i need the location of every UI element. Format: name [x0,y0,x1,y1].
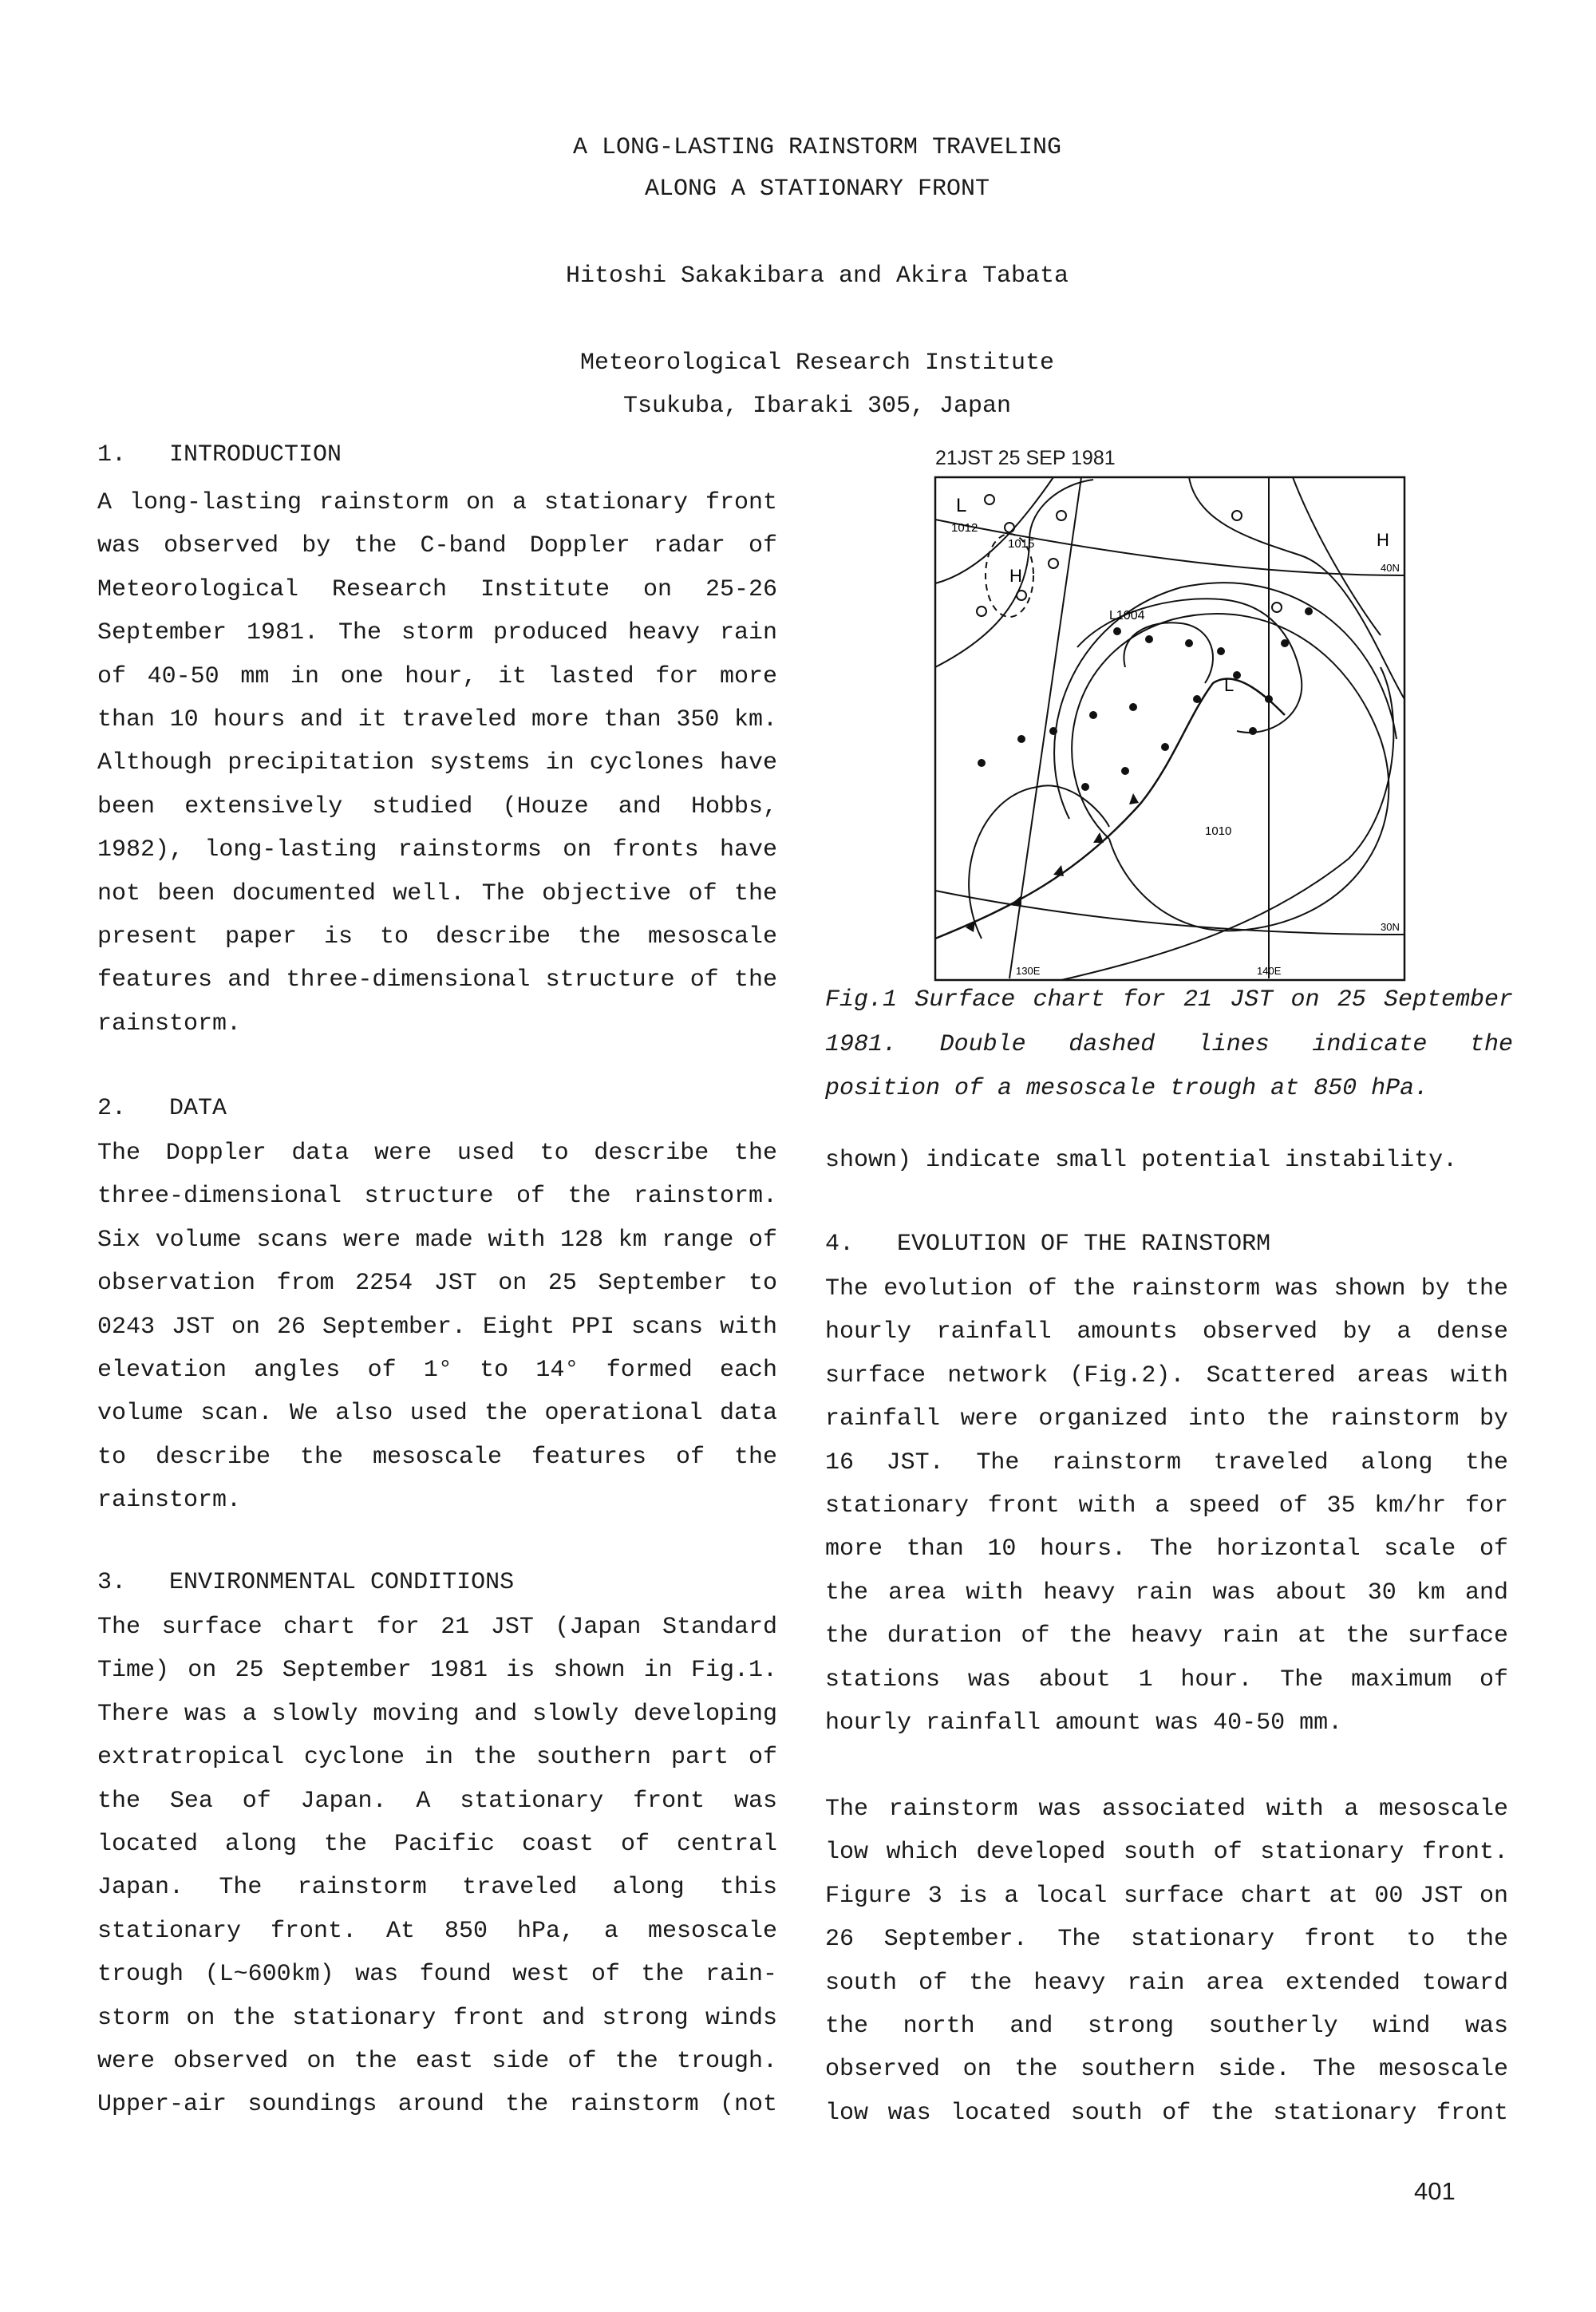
label-high-east: H [1377,530,1389,550]
chart-frame [935,477,1404,980]
section-evolution [825,1223,1508,1745]
figure-caption [825,978,1513,1112]
text-line: September 1981. The storm produced heavy rain [97,619,777,647]
latitude-longitude-lines [935,477,1404,978]
text-line: present paper is to describe the mesoscale [97,923,777,950]
text-line: hourly rainfall amount was 40-50 mm. [825,1709,1343,1737]
text-line: rainstorm. [97,1487,242,1515]
paper-title-line-2: ALONG A STATIONARY FRONT [644,176,990,203]
text-line: was observed by the C-band Doppler radar of [97,532,777,560]
text-line: the Sea of Japan. A stationary front was [97,1787,777,1815]
text-line: low was located south of the stationary front [825,2099,1508,2127]
text-line: located along the Pacific coast of central [97,1830,777,1858]
figure-title: 21JST 25 SEP 1981 [935,447,1116,469]
text-line: stationary front. At 850 hPa, a mesoscale [97,1917,777,1945]
label-low-nw: L [956,495,967,516]
stationary-front [935,679,1285,939]
text-line: 0243 JST on 26 September. Eight PPI scans with [97,1313,777,1341]
label-1015: 1015 [1008,537,1035,551]
authors: Hitoshi Sakakibara and Akira Tabata [565,263,1069,290]
text-line: south of the heavy rain area extended toward [825,1969,1508,1997]
text-line: features and three-dimensional structure of the [97,966,777,994]
affiliation-line-2: Tsukuba, Ibaraki 305, Japan [622,393,1012,420]
text-line: low which developed south of stationary front. [825,1839,1508,1867]
text-line: The surface chart for 21 JST (Japan Standard [97,1614,777,1641]
text-line: not been documented well. The objective of the [97,879,777,907]
text-line: been extensively studied (Houze and Hobbs, [97,792,777,820]
text-line: 16 JST. The rainstorm traveled along the [825,1448,1508,1476]
text-line: position of a mesoscale trough at 850 hPa. [825,1075,1429,1102]
station-open-markers [977,495,1282,616]
text-line: There was a slowly moving and slowly developing [97,1700,777,1728]
text-line: surface network (Fig.2). Scattered areas with [825,1362,1508,1389]
affiliation-line-1: Meteorological Research Institute [579,350,1055,377]
section-heading: 4. EVOLUTION OF THE RAINSTORM [825,1231,1271,1258]
text-line: Japan. The rainstorm traveled along this [97,1874,777,1902]
label-140e: 140E [1257,965,1282,977]
station-markers [978,607,1313,791]
text-line: shown) indicate small potential instability. [825,1147,1458,1174]
text-line: 1982), long-lasting rainstorms on fronts have [97,836,777,864]
text-line: Figure 3 is a local surface chart at 00 JST on [825,1882,1508,1910]
text-line: Although precipitation systems in cyclones have [97,749,777,777]
text-line: The Doppler data were used to describe the [97,1140,777,1167]
text-line: extratropical cyclone in the southern part of [97,1744,777,1772]
text-line: observation from 2254 JST on 25 September to [97,1270,777,1298]
text-line: 1981. Double dashed lines indicate the [825,1030,1513,1058]
label-1010: 1010 [1205,824,1232,838]
text-line: Time) on 25 September 1981 is shown in Fig.1. [97,1657,777,1685]
label-1012: 1012 [951,521,978,535]
text-line: Fig.1 Surface chart for 21 JST on 25 September [825,986,1513,1014]
text-line: the duration of the heavy rain at the surface [825,1622,1508,1650]
text-line: storm on the stationary front and strong winds [97,2004,777,2032]
text-line: rainfall were organized into the rainstorm by [825,1405,1508,1433]
text-line: elevation angles of 1° to 14° formed each [97,1356,777,1384]
section-environmental-conditions [97,1561,777,2127]
section-heading: 3. ENVIRONMENTAL CONDITIONS [97,1569,515,1596]
text-line: the area with heavy rain was about 30 km and [825,1579,1508,1607]
text-line: to describe the mesoscale features of the [97,1443,777,1471]
label-130e: 130E [1016,965,1041,977]
text-line: The evolution of the rainstorm was shown by the [825,1275,1508,1302]
section-data [97,1087,777,1523]
label-30n: 30N [1381,921,1400,933]
text-line: of 40-50 mm in one hour, it lasted for more [97,662,777,690]
label-mesoscale-low: L [1224,675,1235,695]
paper-title-line-1: A LONG-LASTING RAINSTORM TRAVELING [572,134,1062,161]
text-line: stationary front with a speed of 35 km/hr for [825,1492,1508,1520]
text-line: trough (L~600km) was found west of the rain- [97,1961,777,1989]
section-environmental-continuation [825,1139,1508,1182]
text-line: hourly rainfall amounts observed by a dense [825,1318,1508,1346]
page-number: 401 [1414,2177,1456,2205]
label-high-west: H [1009,566,1022,586]
text-line: 26 September. The stationary front to the [825,1926,1508,1954]
section-evolution-paragraph-2 [825,1788,1508,2135]
text-line: volume scan. We also used the operational data [97,1400,777,1428]
section-heading: 1. INTRODUCTION [97,441,342,468]
text-line: The rainstorm was associated with a mesoscale [825,1796,1508,1823]
text-line: three-dimensional structure of the rainstorm. [97,1183,777,1211]
text-line: were observed on the east side of the trough. [97,2047,777,2075]
text-line: the north and strong southerly wind was [825,2012,1508,2040]
text-line: rainstorm. [97,1010,242,1037]
text-line: A long-lasting rainstorm on a stationary front [97,489,777,516]
text-line: observed on the southern side. The mesoscale [825,2056,1508,2084]
surface-weather-chart [934,476,1406,982]
text-line: than 10 hours and it traveled more than 350 km. [97,705,777,733]
text-line: Meteorological Research Institute on 25-26 [97,575,777,603]
section-heading: 2. DATA [97,1095,227,1122]
label-low-1004: L1004 [1109,609,1145,622]
section-introduction [97,433,777,1045]
isobars [935,477,1404,980]
text-line: stations was about 1 hour. The maximum of [825,1666,1508,1693]
text-line: Upper-air soundings around the rainstorm (not [97,2091,777,2119]
text-line: more than 10 hours. The horizontal scale of [825,1535,1508,1563]
label-40n: 40N [1381,562,1400,574]
text-line: Six volume scans were made with 128 km range of [97,1226,777,1254]
